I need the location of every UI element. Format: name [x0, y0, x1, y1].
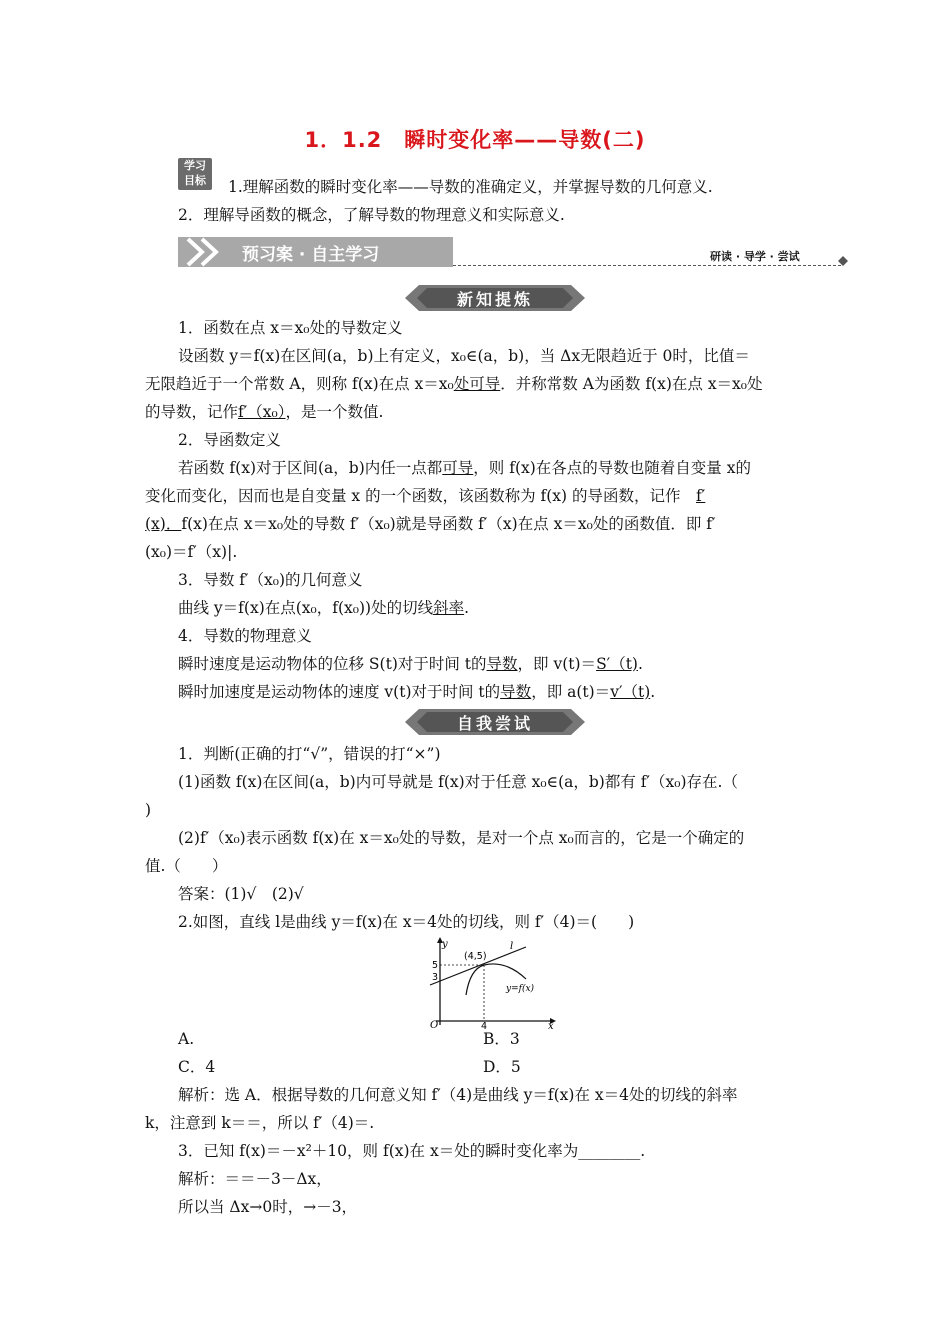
- p4-line-2: 瞬时加速度是运动物体的速度 v(t)对于时间 t的导数，即 a(t)＝v′（t).: [178, 683, 656, 701]
- q3-question: 3．已知 f(x)＝－x²＋10，则 f(x)在 x＝处的瞬时变化率为________.: [178, 1142, 646, 1160]
- q2-solution-2: k，注意到 k＝＝，所以 f′（4)＝.: [145, 1114, 375, 1132]
- p3-heading: 3．导数 f′（x₀)的几何意义: [178, 571, 363, 589]
- q2-question: 2.如图，直线 l是曲线 y＝f(x)在 x＝4处的切线，则 f′（4)＝( ): [178, 913, 635, 931]
- q3-solution-2: 所以当 Δx→0时，→－3，: [178, 1198, 358, 1216]
- section-header-self-test: [405, 709, 585, 735]
- option-b: B．3: [483, 1030, 520, 1048]
- p1-line-3: 的导数，记作f′（x₀），是一个数值.: [145, 403, 384, 421]
- tangent-line-graph: [426, 935, 558, 1029]
- diamond-icon: [838, 256, 848, 266]
- q3-solution-1: 解析：＝＝－3－Δx，: [178, 1170, 332, 1188]
- section-header-new-knowledge: [405, 285, 585, 311]
- origin-label: O: [430, 1020, 439, 1029]
- goal-item-1: 1.理解函数的瞬时变化率——导数的准确定义，并掌握导数的几何意义.: [228, 178, 713, 196]
- blank-answer: 斜率: [433, 599, 465, 617]
- q1-heading: 1．判断(正确的打“√”，错误的打“×”): [178, 745, 441, 763]
- line-label: l: [510, 941, 514, 952]
- blank-answer: 可导: [442, 459, 474, 477]
- p1-line-2: 无限趋近于一个常数 A，则称 f(x)在点 x＝x₀处可导．并称常数 A为函数 f(x)在点 x＝x₀处: [145, 375, 763, 393]
- p1-heading: 1．函数在点 x＝x₀处的导数定义: [178, 319, 403, 337]
- blank-answer: S′（t): [596, 655, 638, 673]
- p4-heading: 4．导数的物理意义: [178, 627, 312, 645]
- q1-item-2: (2)f′（x₀)表示函数 f(x)在 x＝x₀处的导数，是对一个点 x₀而言的，它是一个确定的: [178, 829, 745, 847]
- point-label: (4,5): [464, 951, 487, 962]
- banner-divider: [453, 265, 841, 266]
- p2-line-3: (x)．f(x)在点 x＝x₀处的导数 f′（x₀)就是导函数 f′（x)在点 x＝x₀处的函数值．即 f′: [145, 515, 716, 533]
- tick-y5: 5: [432, 960, 439, 971]
- blank-answer: 导数: [500, 683, 532, 701]
- x-axis-label: x: [548, 1021, 554, 1029]
- goal-item-2: 2．理解导函数的概念，了解导数的物理意义和实际意义.: [178, 206, 565, 224]
- answer-blank: ________: [578, 1142, 641, 1160]
- learning-goals-badge: 学习 目标: [178, 158, 212, 190]
- p1-line-1: 设函数 y＝f(x)在区间(a，b)上有定义，x₀∈(a，b)，当 Δx无限趋近于 0时，比值＝: [178, 347, 750, 365]
- p2-heading: 2．导函数定义: [178, 431, 281, 449]
- blank-answer: (x)．: [145, 515, 182, 533]
- blank-answer: v′（t): [610, 683, 651, 701]
- curve-label: y=f(x): [506, 984, 535, 994]
- p3-line-1: 曲线 y＝f(x)在点(x₀，f(x₀))处的切线斜率.: [178, 599, 470, 617]
- q2-solution-1: 解析：选 A．根据导数的几何意义知 f′（4)是曲线 y＝f(x)在 x＝4处的切线的斜率: [178, 1086, 738, 1104]
- chevron-arrows-icon: [184, 237, 234, 267]
- option-c: C．4: [178, 1058, 216, 1076]
- blank-answer: 导数: [486, 655, 518, 673]
- section-label: 自我尝试: [456, 714, 533, 733]
- blank-answer: 处可导: [453, 375, 501, 393]
- q1-item-1-cont: ): [145, 801, 152, 819]
- option-a: A.: [178, 1030, 195, 1048]
- blank-answer: f′（x₀）: [238, 403, 286, 421]
- p2-line-4: (x₀)＝f′（x)|.: [145, 543, 238, 561]
- p2-line-1: 若函数 f(x)对于区间(a，b)内任一点都可导，则 f(x)在各点的导数也随着自变量 x的: [178, 459, 751, 477]
- tick-y3: 3: [432, 972, 439, 983]
- q1-item-2-cont: 值.（ ）: [145, 857, 228, 875]
- section-label: 新知提炼: [456, 290, 533, 309]
- option-d: D．5: [483, 1058, 521, 1076]
- q1-item-1: (1)函数 f(x)在区间(a，b)内可导就是 f(x)对于任意 x₀∈(a，b)都有 f′（x₀)存在.（: [178, 773, 738, 791]
- page-title: 1．1.2 瞬时变化率——导数(二): [304, 128, 646, 152]
- blank-answer: f′: [696, 487, 706, 505]
- p4-line-1: 瞬时速度是运动物体的位移 S(t)对于时间 t的导数，即 v(t)＝S′（t).: [178, 655, 643, 673]
- banner-label: 预习案 · 自主学习: [242, 245, 380, 265]
- tick-x4: 4: [481, 1021, 488, 1029]
- p2-line-2: 变化而变化，因而也是自变量 x 的一个函数，该函数称为 f(x) 的导函数，记作 f′: [145, 487, 706, 505]
- q1-answer: 答案：(1)√ (2)√: [178, 885, 304, 903]
- y-axis-label: y: [442, 939, 448, 950]
- banner-right-label: 研读 · 导学 · 尝试: [710, 250, 800, 263]
